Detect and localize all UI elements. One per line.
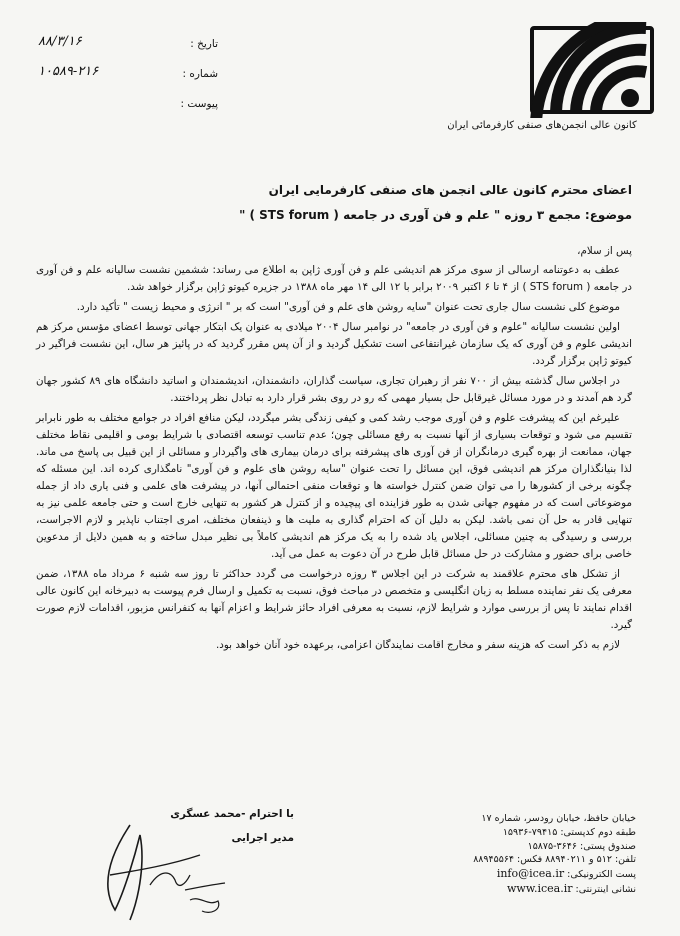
letter-header	[42, 183, 632, 222]
organization-name: کانون عالی انجمن‌های صنفی کارفرمائی ایران	[447, 120, 637, 131]
email-link[interactable]: info@icea.ir	[496, 867, 565, 881]
number-value: ۱۰۵۸۹-۲۱۶	[38, 64, 99, 79]
subject-line: موضوع: مجمع ۳ روزه " علم و فن آوری در جامعه ( STS forum ) "	[239, 208, 632, 222]
organization-logo-icon	[526, 22, 658, 118]
address-line: صندوق پستی: ۳۶۴۶-۱۵۸۷۵	[527, 840, 636, 852]
paragraph: در اجلاس سال گذشته بیش از ۷۰۰ نفر از رهبران تجاری، سیاست گذاران، دانشمندان، اندیشمندان و اساتید دانشگاه های ۸۹ کشور جهان گرد هم آمدند و در مورد مسائل غیرقابل حل بسیار مهمی که رو در روی بشر قرار دارد به تبادل نظر پرداختند.	[36, 375, 632, 404]
date-value: ۸۸/۳/۱۶	[38, 34, 82, 49]
paragraph: از تشکل های محترم علاقمند به شرکت در این اجلاس ۳ روزه درخواست می گردد حداکثر تا روز سه شنبه ۶ مرداد ماه ۱۳۸۸، ضمن معرفی یک نفر نماینده مسلط به زبان انگلیسی و متخصص در مباحث فوق، نسبت به تکمیل و ارسال فرم پیوست به دبیرخانه این کانون عالی اقدام نمایند تا پس از بررسی موارد و شرایط لازم، نسبت به معرفی افراد حائز شرایط و اعزام آنها به کنفرانس مزبور، اقدامات لازم صورت گیرد.	[36, 568, 632, 631]
handwritten-signature	[90, 815, 240, 925]
letter-body	[36, 243, 632, 657]
letter-meta	[38, 34, 218, 128]
website-label: نشانی اینترنتی:	[575, 883, 636, 895]
paragraph: اولین نشست سالیانه "علوم و فن آوری در جامعه" در نوامبر سال ۲۰۰۴ میلادی به عنوان یک ابتکار جهانی توسط اعضای مؤسس مرکز هم اندیشی علوم و فن آوری که یک سازمان غیرانتفاعی است تشکیل گردید و از آن پس مقرر گردید که در پائیز هر سال، این نشست فراگیر در کیوتو ژاپن برگزار گردد.	[36, 321, 632, 367]
paragraph: علیرغم این که پیشرفت علوم و فن آوری موجب رشد کمی و کیفی زندگی بشر میگردد، لیکن منافع افراد در جوامع مختلف به طور نابرابر تقسیم می شود و توقعات بسیاری از آنها نسبت به رفع مسائلی چون؛ عدم تناسب توسعه اقتصادی با شرایط بومی و اقلیمی نقاط مختلف جهان، ممانعت از بهره گیری درمانگران از فن آوری های پیشرفته برای درمان بیماری های واگیردار و مسائلی از این قبیل بی پاسخ می ماند. لذا بنیانگذاران مرکز هم اندیشی فوق، این مسائل را تحت عنوان "سایه روشن های علوم و فن آوری" نامگذاری کرده اند. این مسئله که چگونه برخی از کشورها را می توان ضمن کنترل خواسته ها و توقعات منفی احتمالی آنها، در پیشرفت های علمی و فنی یاری داد از جمله موضوعاتی است که در مفهوم جهانی شدن به طور فزاینده ای پیچیده و از کنترل هر کشور به تنهایی خارج است و حتی جامعه علمی نیز به تنهایی قادر به حل آن نمی باشد. لیکن به دلیل آن که احترام گذاری به ملیت ها و ذینفعان مختلف، امری اجتناب ناپذیر و لازم الاجراست، بررسی و رسیدگی به چنین مسائلی، اجلاس یاد شده را به یک مرکز هم اندیشی کاملاً بی نظیر مبدل ساخته و به همین دلایل از مدعوین خاصی برای حضور و مشارکت در حل مسائل قابل طرح در آن دعوت به عمل می آید.	[36, 412, 632, 560]
number-row	[38, 64, 218, 98]
paragraph: لازم به ذکر است که هزینه سفر و مخارج اقامت نمایندگان اعزامی، برعهده خود آنان خواهد بود.	[216, 639, 620, 651]
address-line: خیابان حافظ، خیابان رودسر، شماره ۱۷	[481, 813, 636, 824]
email-label: پست الکترونیکی:	[567, 869, 636, 881]
paragraph: عطف به دعوتنامه ارسالی از سوی مرکز هم اندیشی علم و فن آوری ژاپن به اطلاع می رساند: ششمین نشست سالیانه علم و فن آوری در جامعه ( STS forum ) از ۴ تا ۶ اکتبر ۲۰۰۹ برابر با ۱۲ الی ۱۴ مهر ماه ۱۳۸۸ در جزیره کیوتو ژاپن برگزار خواهد شد.	[36, 264, 632, 293]
email-row	[396, 867, 636, 882]
attachment-row	[38, 98, 218, 128]
address-line: طبقه دوم کدپستی: ۷۹۴۱۵-۱۵۹۳۶	[502, 826, 636, 838]
website-row	[396, 882, 636, 897]
website-link[interactable]: www.icea.ir	[507, 881, 573, 895]
address-block	[396, 812, 636, 897]
recipient-line: اعضای محترم کانون عالی انجمن های صنفی کارفرمایی ایران	[268, 183, 632, 197]
closing-regards: با احترام -محمد عسگری	[170, 808, 294, 820]
date-label: تاریخ :	[190, 38, 218, 50]
attachment-label: پیوست :	[180, 98, 218, 110]
salutation: پس از سلام،	[577, 245, 632, 257]
address-line: تلفن: ۵۱۲ و ۸۸۹۴۰۲۱۱ فکس: ۸۸۹۴۵۵۶۴	[473, 854, 636, 866]
closing-title: مدیر اجرایی	[231, 832, 294, 844]
number-label: شماره :	[182, 68, 218, 80]
paragraph: موضوع کلی نشست سال جاری تحت عنوان "سایه روشن های علم و فن آوری" است که بر " انرژی و محیط زیست " تأکید دارد.	[76, 301, 620, 313]
